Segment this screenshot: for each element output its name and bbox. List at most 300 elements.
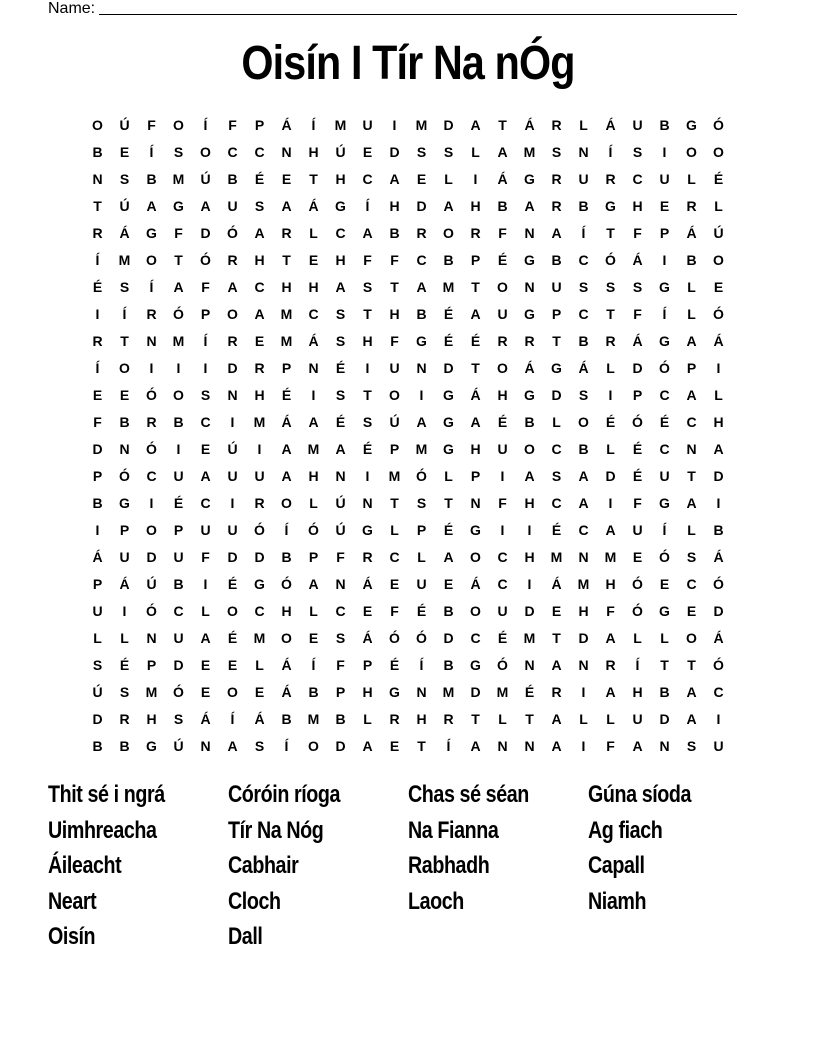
grid-letter: T xyxy=(498,117,507,133)
grid-letter: T xyxy=(471,360,480,376)
grid-letter: É xyxy=(92,279,103,295)
word-list xyxy=(48,778,768,956)
grid-letter: F xyxy=(336,549,345,565)
grid-letter: C xyxy=(146,468,157,484)
grid-letter: Ó xyxy=(713,306,724,322)
grid-letter: E xyxy=(686,603,697,619)
grid-letter: A xyxy=(551,657,562,673)
grid-letter: H xyxy=(416,711,427,727)
grid-letter: A xyxy=(443,198,454,214)
grid-letter: A xyxy=(551,711,562,727)
grid-letter: T xyxy=(390,279,399,295)
grid-letter: É xyxy=(254,171,265,187)
grid-letter: O xyxy=(713,144,724,160)
grid-letter: E xyxy=(200,441,211,457)
grid-letter: T xyxy=(687,657,696,673)
grid-letter: B xyxy=(578,198,589,214)
grid-letter: T xyxy=(606,306,615,322)
grid-letter: Ó xyxy=(281,576,292,592)
grid-letter: M xyxy=(253,414,266,430)
grid-letter: D xyxy=(551,387,562,403)
grid-letter: Ó xyxy=(632,603,643,619)
grid-letter: R xyxy=(551,684,562,700)
grid-letter: G xyxy=(524,306,535,322)
grid-letter: É xyxy=(443,522,454,538)
grid-letter: I xyxy=(500,522,505,538)
grid-letter: D xyxy=(227,549,238,565)
grid-letter: C xyxy=(578,252,589,268)
grid-letter: M xyxy=(280,333,293,349)
grid-letter: Á xyxy=(713,333,724,349)
word-list-item: Oisín xyxy=(48,923,96,951)
grid-letter: Í xyxy=(95,252,100,268)
grid-letter: U xyxy=(497,603,508,619)
grid-letter: T xyxy=(606,225,615,241)
grid-letter: O xyxy=(443,225,454,241)
grid-letter: É xyxy=(713,171,724,187)
grid-letter: A xyxy=(524,468,535,484)
grid-letter: L xyxy=(687,171,696,187)
grid-letter: I xyxy=(176,441,181,457)
grid-letter: I xyxy=(311,387,316,403)
grid-letter: É xyxy=(227,630,238,646)
grid-letter: I xyxy=(392,117,397,133)
grid-letter: U xyxy=(389,360,400,376)
grid-letter: A xyxy=(335,441,346,457)
grid-letter: E xyxy=(362,144,373,160)
grid-letter: T xyxy=(552,630,561,646)
grid-row xyxy=(84,733,734,760)
grid-letter: E xyxy=(227,657,238,673)
grid-letter: Í xyxy=(203,333,208,349)
grid-letter: I xyxy=(662,144,667,160)
grid-letter: R xyxy=(92,225,103,241)
grid-letter: Á xyxy=(632,252,643,268)
grid-letter: O xyxy=(470,603,481,619)
grid-letter: C xyxy=(308,306,319,322)
grid-letter: G xyxy=(470,522,481,538)
grid-letter: M xyxy=(307,711,320,727)
grid-letter: U xyxy=(497,306,508,322)
grid-letter: H xyxy=(308,144,319,160)
grid-letter: I xyxy=(473,171,478,187)
grid-letter: G xyxy=(389,684,400,700)
grid-letter: C xyxy=(200,414,211,430)
grid-letter: E xyxy=(281,171,292,187)
grid-letter: Í xyxy=(446,738,451,754)
grid-letter: C xyxy=(335,225,346,241)
grid-letter: Ó xyxy=(146,441,157,457)
grid-letter: A xyxy=(416,279,427,295)
grid-letter: C xyxy=(362,171,373,187)
grid-letter: O xyxy=(524,441,535,457)
grid-letter: T xyxy=(390,495,399,511)
grid-letter: L xyxy=(552,414,561,430)
grid-letter: A xyxy=(686,387,697,403)
grid-letter: É xyxy=(119,657,130,673)
grid-letter: É xyxy=(497,414,508,430)
grid-letter: L xyxy=(606,441,615,457)
grid-letter: U xyxy=(200,522,211,538)
grid-letter: D xyxy=(92,711,103,727)
grid-letter: U xyxy=(173,468,184,484)
word-list-item: Uimhreacha xyxy=(48,816,157,844)
grid-letter: É xyxy=(362,441,373,457)
grid-letter: O xyxy=(227,684,238,700)
grid-letter: D xyxy=(605,468,616,484)
grid-letter: I xyxy=(608,387,613,403)
grid-letter: Ó xyxy=(632,576,643,592)
grid-letter: A xyxy=(551,738,562,754)
word-list-item: Niamh xyxy=(588,887,647,915)
grid-row xyxy=(84,382,734,409)
grid-letter: A xyxy=(200,198,211,214)
grid-letter: U xyxy=(632,117,643,133)
grid-letter: C xyxy=(470,630,481,646)
grid-letter: Ú xyxy=(335,144,346,160)
grid-letter: H xyxy=(362,333,373,349)
grid-letter: C xyxy=(227,144,238,160)
grid-letter: N xyxy=(470,495,481,511)
grid-letter: B xyxy=(551,252,562,268)
grid-letter: T xyxy=(363,306,372,322)
grid-letter: O xyxy=(281,495,292,511)
grid-letter: H xyxy=(632,198,643,214)
grid-letter: B xyxy=(443,252,454,268)
grid-letter: M xyxy=(442,279,455,295)
grid-letter: N xyxy=(524,279,535,295)
grid-letter: O xyxy=(227,306,238,322)
grid-letter: Ú xyxy=(173,738,184,754)
grid-letter: M xyxy=(577,576,590,592)
grid-row xyxy=(84,598,734,625)
grid-letter: A xyxy=(686,333,697,349)
grid-letter: Á xyxy=(281,117,292,133)
grid-letter: E xyxy=(200,684,211,700)
grid-letter: S xyxy=(119,684,130,700)
grid-letter: E xyxy=(92,387,103,403)
grid-letter: D xyxy=(443,630,454,646)
grid-letter: S xyxy=(551,144,562,160)
grid-letter: A xyxy=(281,198,292,214)
grid-letter: Ó xyxy=(146,603,157,619)
grid-letter: R xyxy=(92,333,103,349)
grid-row xyxy=(84,571,734,598)
grid-letter: O xyxy=(200,144,211,160)
grid-row xyxy=(84,517,734,544)
grid-letter: A xyxy=(497,144,508,160)
grid-letter: D xyxy=(254,549,265,565)
grid-letter: Í xyxy=(365,198,370,214)
grid-letter: R xyxy=(497,333,508,349)
grid-letter: M xyxy=(253,630,266,646)
grid-letter: É xyxy=(227,576,238,592)
grid-row xyxy=(84,139,734,166)
grid-letter: T xyxy=(309,171,318,187)
grid-letter: P xyxy=(146,657,157,673)
grid-letter: Í xyxy=(311,117,316,133)
grid-letter: B xyxy=(416,306,427,322)
grid-letter: Ú xyxy=(146,576,157,592)
grid-letter: N xyxy=(659,738,670,754)
grid-letter: C xyxy=(389,549,400,565)
grid-letter: Í xyxy=(95,360,100,376)
grid-row xyxy=(84,625,734,652)
grid-letter: É xyxy=(659,414,670,430)
word-list-item: Áileacht xyxy=(48,852,122,880)
grid-letter: I xyxy=(95,306,100,322)
grid-row xyxy=(84,274,734,301)
grid-letter: H xyxy=(632,684,643,700)
grid-letter: I xyxy=(95,522,100,538)
grid-letter: N xyxy=(362,495,373,511)
grid-letter: O xyxy=(686,144,697,160)
grid-letter: B xyxy=(659,117,670,133)
grid-letter: O xyxy=(92,117,103,133)
grid-letter: C xyxy=(578,306,589,322)
grid-letter: M xyxy=(388,468,401,484)
grid-letter: I xyxy=(419,387,424,403)
grid-letter: L xyxy=(687,306,696,322)
grid-letter: A xyxy=(362,738,373,754)
grid-letter: C xyxy=(335,603,346,619)
grid-letter: M xyxy=(550,549,563,565)
grid-letter: B xyxy=(92,144,103,160)
grid-letter: E xyxy=(713,279,724,295)
grid-letter: S xyxy=(686,738,697,754)
grid-letter: É xyxy=(497,252,508,268)
grid-letter: D xyxy=(632,360,643,376)
grid-letter: D xyxy=(416,198,427,214)
grid-letter: F xyxy=(633,306,642,322)
grid-letter: C xyxy=(686,576,697,592)
grid-letter: S xyxy=(119,279,130,295)
grid-letter: N xyxy=(335,576,346,592)
word-list-item: Na Fianna xyxy=(408,816,499,844)
grid-letter: A xyxy=(200,630,211,646)
grid-letter: R xyxy=(470,225,481,241)
grid-letter: O xyxy=(389,387,400,403)
grid-letter: M xyxy=(415,117,428,133)
grid-letter: U xyxy=(92,603,103,619)
grid-letter: D xyxy=(227,360,238,376)
grid-letter: P xyxy=(92,468,103,484)
grid-letter: G xyxy=(146,738,157,754)
grid-letter: Á xyxy=(200,711,211,727)
grid-letter: F xyxy=(390,252,399,268)
word-list-item: Chas sé séan xyxy=(408,781,529,808)
grid-letter: M xyxy=(523,144,536,160)
grid-letter: I xyxy=(122,603,127,619)
grid-letter: D xyxy=(659,711,670,727)
grid-row xyxy=(84,706,734,733)
grid-letter: C xyxy=(551,441,562,457)
grid-letter: Á xyxy=(524,360,535,376)
grid-letter: O xyxy=(119,360,130,376)
grid-letter: A xyxy=(146,198,157,214)
grid-letter: G xyxy=(362,522,373,538)
grid-letter: L xyxy=(633,630,642,646)
grid-letter: R xyxy=(146,306,157,322)
grid-letter: Á xyxy=(578,360,589,376)
grid-letter: I xyxy=(716,495,721,511)
grid-letter: P xyxy=(308,549,319,565)
grid-letter: Í xyxy=(284,738,289,754)
grid-letter: S xyxy=(632,144,643,160)
grid-letter: F xyxy=(174,225,183,241)
grid-letter: F xyxy=(606,738,615,754)
grid-letter: S xyxy=(551,468,562,484)
grid-letter: T xyxy=(282,252,291,268)
grid-letter: B xyxy=(443,657,454,673)
grid-letter: Ó xyxy=(632,414,643,430)
grid-letter: F xyxy=(201,549,210,565)
grid-letter: H xyxy=(254,252,265,268)
grid-letter: Ó xyxy=(173,306,184,322)
grid-letter: M xyxy=(145,684,158,700)
grid-letter: I xyxy=(365,360,370,376)
grid-letter: L xyxy=(363,711,372,727)
grid-letter: Á xyxy=(281,657,292,673)
grid-letter: L xyxy=(687,279,696,295)
grid-letter: E xyxy=(389,576,400,592)
grid-letter: Ó xyxy=(173,684,184,700)
grid-letter: R xyxy=(227,333,238,349)
grid-letter: P xyxy=(389,441,400,457)
grid-letter: S xyxy=(335,306,346,322)
grid-letter: H xyxy=(335,171,346,187)
grid-letter: N xyxy=(524,657,535,673)
grid-letter: T xyxy=(660,657,669,673)
grid-letter: I xyxy=(527,576,532,592)
grid-letter: T xyxy=(687,468,696,484)
word-list-item: Laoch xyxy=(408,887,464,915)
grid-letter: D xyxy=(443,360,454,376)
grid-letter: N xyxy=(119,441,130,457)
grid-letter: Ó xyxy=(713,657,724,673)
grid-letter: B xyxy=(578,441,589,457)
grid-letter: Ó xyxy=(497,657,508,673)
grid-letter: E xyxy=(254,333,265,349)
grid-letter: Í xyxy=(284,522,289,538)
grid-letter: T xyxy=(363,387,372,403)
grid-letter: Ó xyxy=(659,549,670,565)
grid-letter: N xyxy=(146,630,157,646)
grid-letter: C xyxy=(578,522,589,538)
word-list-item: Ag fiach xyxy=(588,816,663,844)
grid-letter: I xyxy=(176,360,181,376)
grid-letter: É xyxy=(173,495,184,511)
grid-letter: Ú xyxy=(335,495,346,511)
grid-letter: F xyxy=(498,495,507,511)
grid-letter: F xyxy=(93,414,102,430)
grid-letter: M xyxy=(442,684,455,700)
grid-row xyxy=(84,166,734,193)
grid-letter: O xyxy=(146,522,157,538)
grid-letter: S xyxy=(173,144,184,160)
grid-letter: U xyxy=(659,468,670,484)
grid-letter: P xyxy=(632,387,643,403)
grid-letter: H xyxy=(470,441,481,457)
page-title: Oisín I Tír Na nÓg xyxy=(241,37,575,90)
grid-letter: A xyxy=(632,738,643,754)
grid-letter: O xyxy=(497,279,508,295)
grid-letter: Ó xyxy=(389,630,400,646)
grid-letter: D xyxy=(713,603,724,619)
grid-letter: L xyxy=(660,630,669,646)
word-list-item: Córóin ríoga xyxy=(228,781,341,808)
grid-letter: C xyxy=(497,576,508,592)
grid-letter: H xyxy=(524,495,535,511)
grid-letter: P xyxy=(92,576,103,592)
grid-letter: Á xyxy=(713,549,724,565)
grid-letter: O xyxy=(686,630,697,646)
grid-row xyxy=(84,112,734,139)
grid-letter: S xyxy=(92,657,103,673)
grid-letter: H xyxy=(470,198,481,214)
grid-letter: U xyxy=(254,468,265,484)
grid-letter: Á xyxy=(362,630,373,646)
grid-letter: T xyxy=(552,333,561,349)
grid-letter: Ó xyxy=(119,468,130,484)
grid-letter: É xyxy=(443,333,454,349)
grid-letter: E xyxy=(659,198,670,214)
word-list-item: Tír Na Nóg xyxy=(228,816,324,844)
grid-row xyxy=(84,652,734,679)
grid-letter: D xyxy=(200,225,211,241)
grid-letter: É xyxy=(605,414,616,430)
grid-letter: P xyxy=(416,522,427,538)
grid-letter: I xyxy=(230,414,235,430)
grid-letter: S xyxy=(578,279,589,295)
grid-letter: B xyxy=(389,225,400,241)
grid-letter: Á xyxy=(119,225,130,241)
word-search-grid xyxy=(84,112,734,760)
grid-letter: P xyxy=(254,117,265,133)
grid-letter: L xyxy=(606,711,615,727)
grid-letter: G xyxy=(173,198,184,214)
grid-letter: D xyxy=(389,144,400,160)
grid-letter: U xyxy=(416,576,427,592)
grid-letter: Ú xyxy=(119,198,130,214)
grid-letter: I xyxy=(581,684,586,700)
grid-letter: B xyxy=(173,414,184,430)
grid-letter: N xyxy=(524,738,535,754)
grid-letter: B xyxy=(443,603,454,619)
grid-letter: R xyxy=(119,711,130,727)
grid-letter: L xyxy=(309,603,318,619)
grid-letter: F xyxy=(390,333,399,349)
grid-letter: O xyxy=(713,252,724,268)
grid-letter: F xyxy=(363,252,372,268)
grid-letter: Á xyxy=(119,576,130,592)
grid-letter: L xyxy=(444,171,453,187)
grid-letter: B xyxy=(146,171,157,187)
grid-letter: A xyxy=(713,441,724,457)
grid-letter: E xyxy=(362,603,373,619)
grid-letter: U xyxy=(659,171,670,187)
grid-letter: F xyxy=(201,279,210,295)
grid-letter: N xyxy=(146,333,157,349)
grid-letter: Á xyxy=(470,387,481,403)
grid-letter: E xyxy=(254,684,265,700)
grid-letter: S xyxy=(362,279,373,295)
grid-letter: Á xyxy=(281,684,292,700)
grid-letter: É xyxy=(551,522,562,538)
grid-letter: S xyxy=(416,144,427,160)
grid-letter: N xyxy=(578,549,589,565)
grid-letter: Á xyxy=(686,225,697,241)
